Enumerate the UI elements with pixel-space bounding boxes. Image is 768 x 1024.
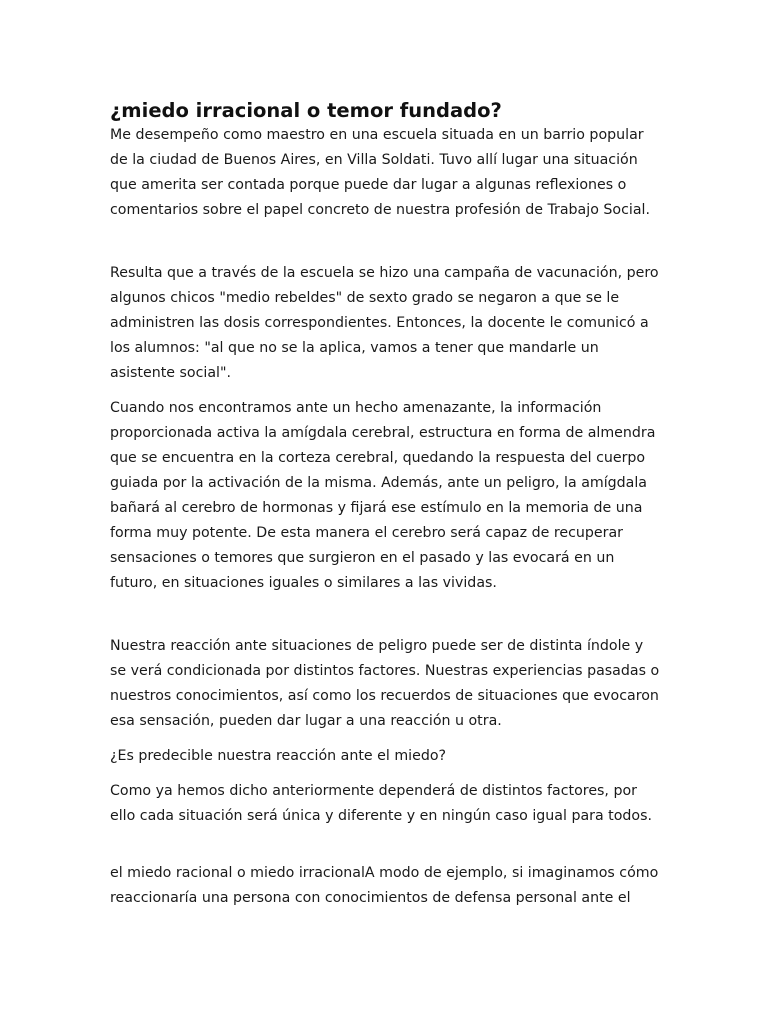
paragraph-example: el miedo racional o miedo irracionalA modo de ejemplo, si imaginamos cómo reaccionaría una persona con conocimientos de defensa personal ante el xyxy=(110,865,659,906)
paragraph-vaccination: Resulta que a través de la escuela se hizo una campaña de vacunación, pero algunos chicos "medio rebeldes" de sexto grado se negaron a que se le administren las dosis correspondientes. Entonces, la docente le comunicó a los alumnos: "al que no se la aplica, vamos a tener que mandarle un asistente social". xyxy=(110,265,659,381)
paragraph-intro: Me desempeño como maestro en una escuela situada en un barrio popular de la ciudad de Buenos Aires, en Villa Soldati. Tuvo allí lugar una situación que amerita ser contada porque puede dar lugar a algunas reflexiones o comentarios sobre el papel concreto de nuestra profesión de Trabajo Social. xyxy=(110,127,650,218)
spacer xyxy=(110,223,662,261)
spacer xyxy=(110,769,662,779)
paragraph-amygdala: Cuando nos encontramos ante un hecho amenazante, la información proporcionada activa la amígdala cerebral, estructura en forma de almendra que se encuentra en la corteza cerebral, quedando la respuesta del cuerpo guiada por la activación de la misma. Además, ante un peligro, la amígdala bañará al cerebro de hormonas y fijará ese estímulo en la memoria de una forma muy potente. De esta manera el cerebro será capaz de recuperar sensaciones o temores que surgieron en el pasado y las evocará en un futuro, en situaciones iguales o similares a las vividas. xyxy=(110,400,656,591)
paragraph-answer: Como ya hemos dicho anteriormente dependerá de distintos factores, por ello cada situación será única y diferente y en ningún caso igual para todos. xyxy=(110,783,653,824)
spacer xyxy=(110,596,662,634)
paragraph-reaction: Nuestra reacción ante situaciones de peligro puede ser de distinta índole y se verá condicionada por distintos factores. Nuestras experiencias pasadas o nuestros conocimientos, así como los recuerdos de situaciones que evocaron esa sensación, pueden dar lugar a una reacción u otra. xyxy=(110,638,660,729)
paragraph-question: ¿Es predecible nuestra reacción ante el miedo? xyxy=(110,748,447,764)
spacer xyxy=(110,386,662,396)
spacer xyxy=(110,734,662,744)
document-page xyxy=(110,98,662,911)
document-title: ¿miedo irracional o temor fundado? xyxy=(110,99,502,122)
spacer xyxy=(110,829,662,861)
